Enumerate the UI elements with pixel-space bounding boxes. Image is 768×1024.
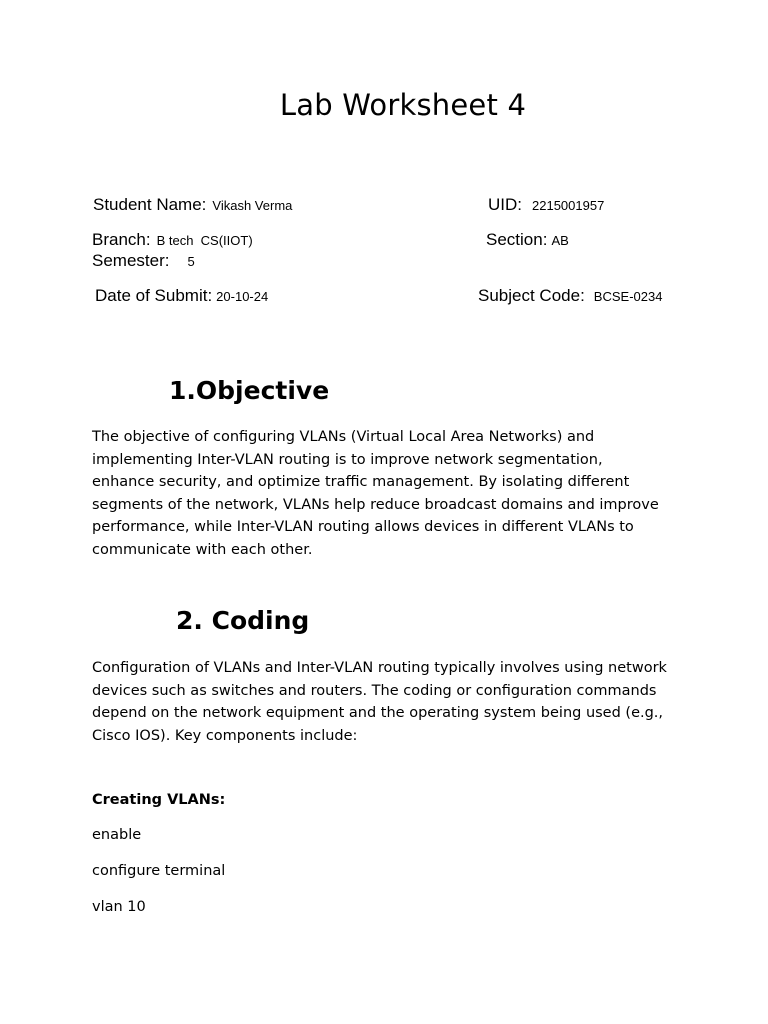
coding-line: Configuration of VLANs and Inter-VLAN routing typically involves using network <box>92 660 667 676</box>
semester-value: 5 <box>187 254 195 269</box>
objective-line: The objective of configuring VLANs (Virtual Local Area Networks) and <box>92 429 595 445</box>
subject-code-row <box>478 286 662 306</box>
coding-line: depend on the network equipment and the operating system being used (e.g., <box>92 705 664 721</box>
objective-line: performance, while Inter-VLAN routing allows devices in different VLANs to <box>92 519 634 535</box>
page-title: Lab Worksheet 4 <box>279 88 527 122</box>
semester-label: Semester: <box>92 251 170 270</box>
subject-code-label: Subject Code: <box>478 286 585 305</box>
objective-heading: 1.Objective <box>169 376 330 405</box>
objective-line: implementing Inter-VLAN routing is to improve network segmentation, <box>92 451 603 468</box>
student-name-row <box>93 195 292 215</box>
subject-code-value: BCSE-0234 <box>593 289 663 304</box>
command-line: configure terminal <box>92 863 226 879</box>
objective-paragraph <box>92 426 692 561</box>
section-row <box>486 230 569 250</box>
command-line: vlan 10 <box>92 899 146 915</box>
student-name-value: Vikash Verma <box>212 198 293 213</box>
date-row <box>95 286 268 306</box>
date-label: Date of Submit: <box>95 286 213 305</box>
creating-vlans-heading: Creating VLANs: <box>92 792 226 808</box>
coding-line: Cisco IOS). Key components include: <box>92 727 358 744</box>
uid-value: 2215001957 <box>532 198 605 213</box>
semester-row <box>92 251 195 271</box>
objective-line: communicate with each other. <box>92 541 313 558</box>
coding-heading: 2. Coding <box>176 606 310 635</box>
branch-label: Branch: <box>92 230 151 249</box>
coding-paragraph <box>92 657 692 747</box>
branch-row <box>92 230 253 250</box>
branch-value: B tech CS(IIOT) <box>156 233 253 248</box>
date-value: 20-10-24 <box>216 289 269 304</box>
objective-line: enhance security, and optimize traffic management. By isolating different <box>92 474 630 490</box>
objective-line: segments of the network, VLANs help reduce broadcast domains and improve <box>92 496 659 513</box>
section-value: AB <box>551 233 569 248</box>
student-name-label: Student Name: <box>93 195 207 214</box>
uid-label: UID: <box>488 195 522 214</box>
section-label: Section: <box>486 230 548 249</box>
coding-line: devices such as switches and routers. The coding or configuration commands <box>92 682 657 699</box>
command-line: enable <box>92 827 142 843</box>
uid-row <box>488 195 604 215</box>
